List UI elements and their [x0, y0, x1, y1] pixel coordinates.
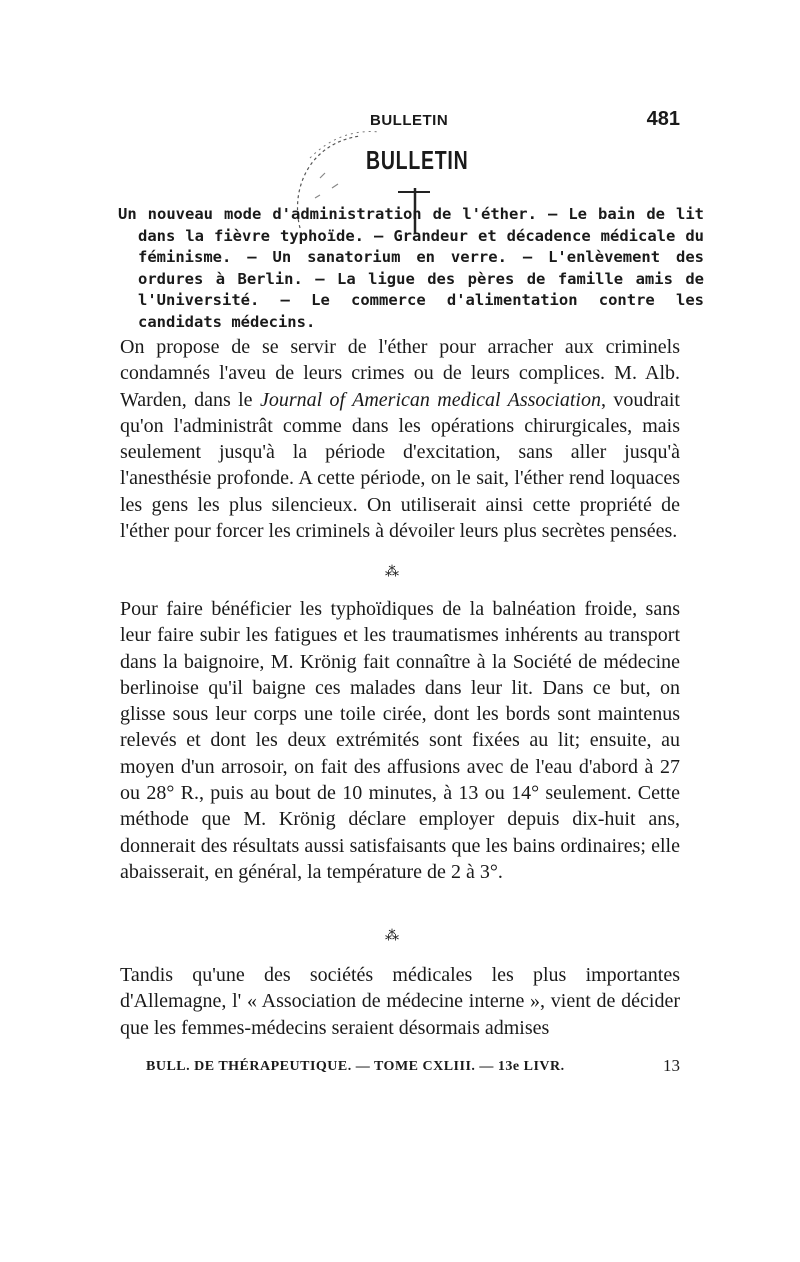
- paragraph-ether: [120, 334, 680, 544]
- running-title: BULLETIN: [370, 112, 449, 129]
- article-summary: Un nouveau mode d'administration de l'éther. — Le bain de lit dans la fièvre typhoïde. — Grandeur et décadence médicale du féminisme. — Un sanatorium en verre. — L'enlèvement des ordures à Berlin. — La ligue des pères de famille amis de l'Université. — Le commerce d'alimentation contre les candidats médecins.: [118, 205, 704, 331]
- asterism-separator: ⁂: [385, 565, 399, 580]
- paragraph-bath: Pour faire bénéficier les typhoïdiques de la balnéation froide, sans leur faire subir les fatigues et les traumatismes inhérents au transport dans la baignoire, M. Krönig fait connaître à la Société de médecine berlinoise qu'il baigne ces malades dans leur lit. Dans ce but, on glisse sous leur corps une toile cirée, dont les bords sont maintenus relevés et dont les deux extrémités sont fixées au lit; ensuite, au moyen d'un arrosoir, on fait des affusions avec de l'eau d'abord à 27 ou 28° R., puis au bout de 10 minutes, à 13 ou 14° seulement. Cette méthode que M. Krönig déclare employer depuis dix-huit ans, donnerait des résultats aussi satisfaisants que les bains ordinaires; elle abaisserait, en général, la température de 2 à 3°.: [120, 598, 680, 883]
- journal-title: Journal of American medical Association: [259, 388, 601, 411]
- signature-number: 13: [663, 1056, 680, 1075]
- asterism-separator: ⁂: [385, 929, 399, 944]
- paragraph-ether-text-start: On propose de se servir de l'éther pour arracher aux criminels condamnés l'aveu de leurs crimes ou de leurs complices. M. Alb. Warden, dans le: [120, 336, 680, 411]
- paragraph-ether-text-end: , voudrait qu'on l'administrât comme dans les opérations chirurgicales, mais seulement jusqu'à la période d'excitation, sans aller jusqu'à l'anesthésie profonde. A cette période, on le sait, l'éther rend loquaces les gens les plus silencieux. On utiliserait ainsi cette propriété de l'éther pour forcer les criminels à dévoiler leurs plus secrètes pensées.: [120, 388, 680, 543]
- paragraph-feminism: Tandis qu'une des sociétés médicales les plus importantes d'Allemagne, l' « Association de médecine interne », vient de décider que les femmes-médecins seraient désormais admises: [120, 964, 680, 1039]
- page-number: 481: [646, 108, 680, 130]
- page-footer: [120, 1056, 680, 1078]
- stamp-label: BULLETIN: [366, 145, 469, 175]
- footer-signature: BULL. DE THÉRAPEUTIQUE. — TOME CXLIII. — 13e LIVR.: [146, 1059, 565, 1074]
